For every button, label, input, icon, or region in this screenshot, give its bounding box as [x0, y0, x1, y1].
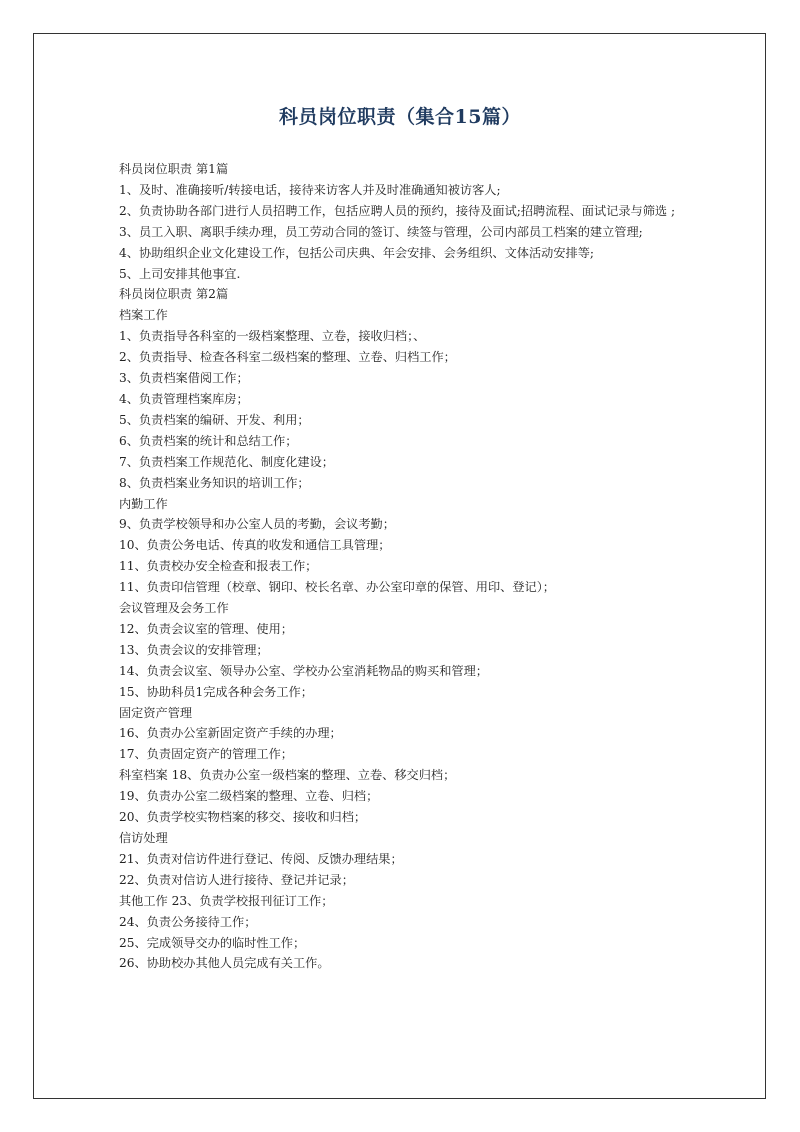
list-item: 17、负责固定资产的管理工作；	[119, 747, 293, 762]
document-title: 科员岗位职责（集合15篇）	[279, 106, 521, 128]
list-item: 15、协助科员1完成各种会务工作；	[119, 684, 313, 699]
list-item: 2、负责指导、检查各科室二级档案的整理、立卷、归档工作；	[119, 350, 456, 365]
list-item: 26、协助校办其他人员完成有关工作。	[119, 956, 330, 971]
list-item: 24、负责公务接待工作；	[119, 914, 257, 929]
list-item: 6、负责档案的统计和总结工作；	[119, 433, 298, 448]
list-item: 21、负责对信访件进行登记、传阅、反馈办理结果；	[119, 851, 403, 866]
list-item: 19、负责办公室二级档案的整理、立卷、归档；	[119, 789, 379, 804]
list-item: 16、负责办公室新固定资产手续的办理；	[119, 726, 342, 741]
list-item: 8、负责档案业务知识的培训工作；	[119, 475, 310, 490]
list-item: 22、负责对信访人进行接待、登记并记录；	[119, 872, 354, 887]
list-item: 11、负责校办安全检查和报表工作；	[119, 559, 318, 574]
subsection-heading: 档案工作	[119, 308, 168, 323]
list-item: 3、负责档案借阅工作；	[119, 371, 249, 386]
subsection-heading: 固定资产管理	[119, 705, 193, 720]
list-item: 科室档案 18、负责办公室一级档案的整理、立卷、移交归档；	[119, 768, 456, 783]
list-item: 10、负责公务电话、传真的收发和通信工具管理；	[119, 538, 391, 553]
list-item: 5、上司安排其他事宜.	[119, 266, 241, 281]
subsection-heading: 内勤工作	[119, 496, 168, 511]
list-item: 25、完成领导交办的临时性工作；	[119, 935, 306, 950]
list-item: 7、负责档案工作规范化、制度化建设；	[119, 454, 334, 469]
subsection-heading: 会议管理及会务工作	[119, 601, 229, 616]
list-item: 4、负责管理档案库房；	[119, 391, 249, 406]
list-item: 13、负责会议的安排管理；	[119, 642, 269, 657]
section-heading: 科员岗位职责 第2篇	[119, 287, 229, 302]
list-item: 其他工作 23、负责学校报刊征订工作；	[119, 893, 334, 908]
list-item: 1、及时、准确接听/转接电话，接待来访客人并及时准确通知被访客人;	[119, 182, 501, 197]
list-item: 5、负责档案的编研、开发、利用；	[119, 412, 310, 427]
list-item: 2、负责协助各部门进行人员招聘工作，包括应聘人员的预约，接待及面试;招聘流程、面试记录与筛选 ;	[119, 203, 676, 218]
list-item: 12、负责会议室的管理、使用；	[119, 621, 293, 636]
list-item: 1、负责指导各科室的一级档案整理、立卷，接收归档；、	[119, 329, 426, 344]
list-item: 20、负责学校实物档案的移交、接收和归档；	[119, 810, 367, 825]
list-item: 14、负责会议室、领导办公室、学校办公室消耗物品的购买和管理；	[119, 663, 488, 678]
subsection-heading: 信访处理	[119, 831, 168, 845]
list-item: 9、负责学校领导和办公室人员的考勤，会议考勤；	[119, 517, 395, 532]
document-body	[119, 159, 689, 974]
section-heading: 科员岗位职责 第1篇	[119, 162, 229, 176]
list-item: 4、协助组织企业文化建设工作，包括公司庆典、年会安排、会务组织、文体活动安排等;	[119, 245, 594, 260]
list-item: 3、员工入职、离职手续办理，员工劳动合同的签订、续签与管理，公司内部员工档案的建立管理;	[119, 224, 643, 239]
list-item: 11、负责印信管理（校章、钢印、校长名章、办公室印章的保管、用印、登记）；	[119, 580, 555, 595]
